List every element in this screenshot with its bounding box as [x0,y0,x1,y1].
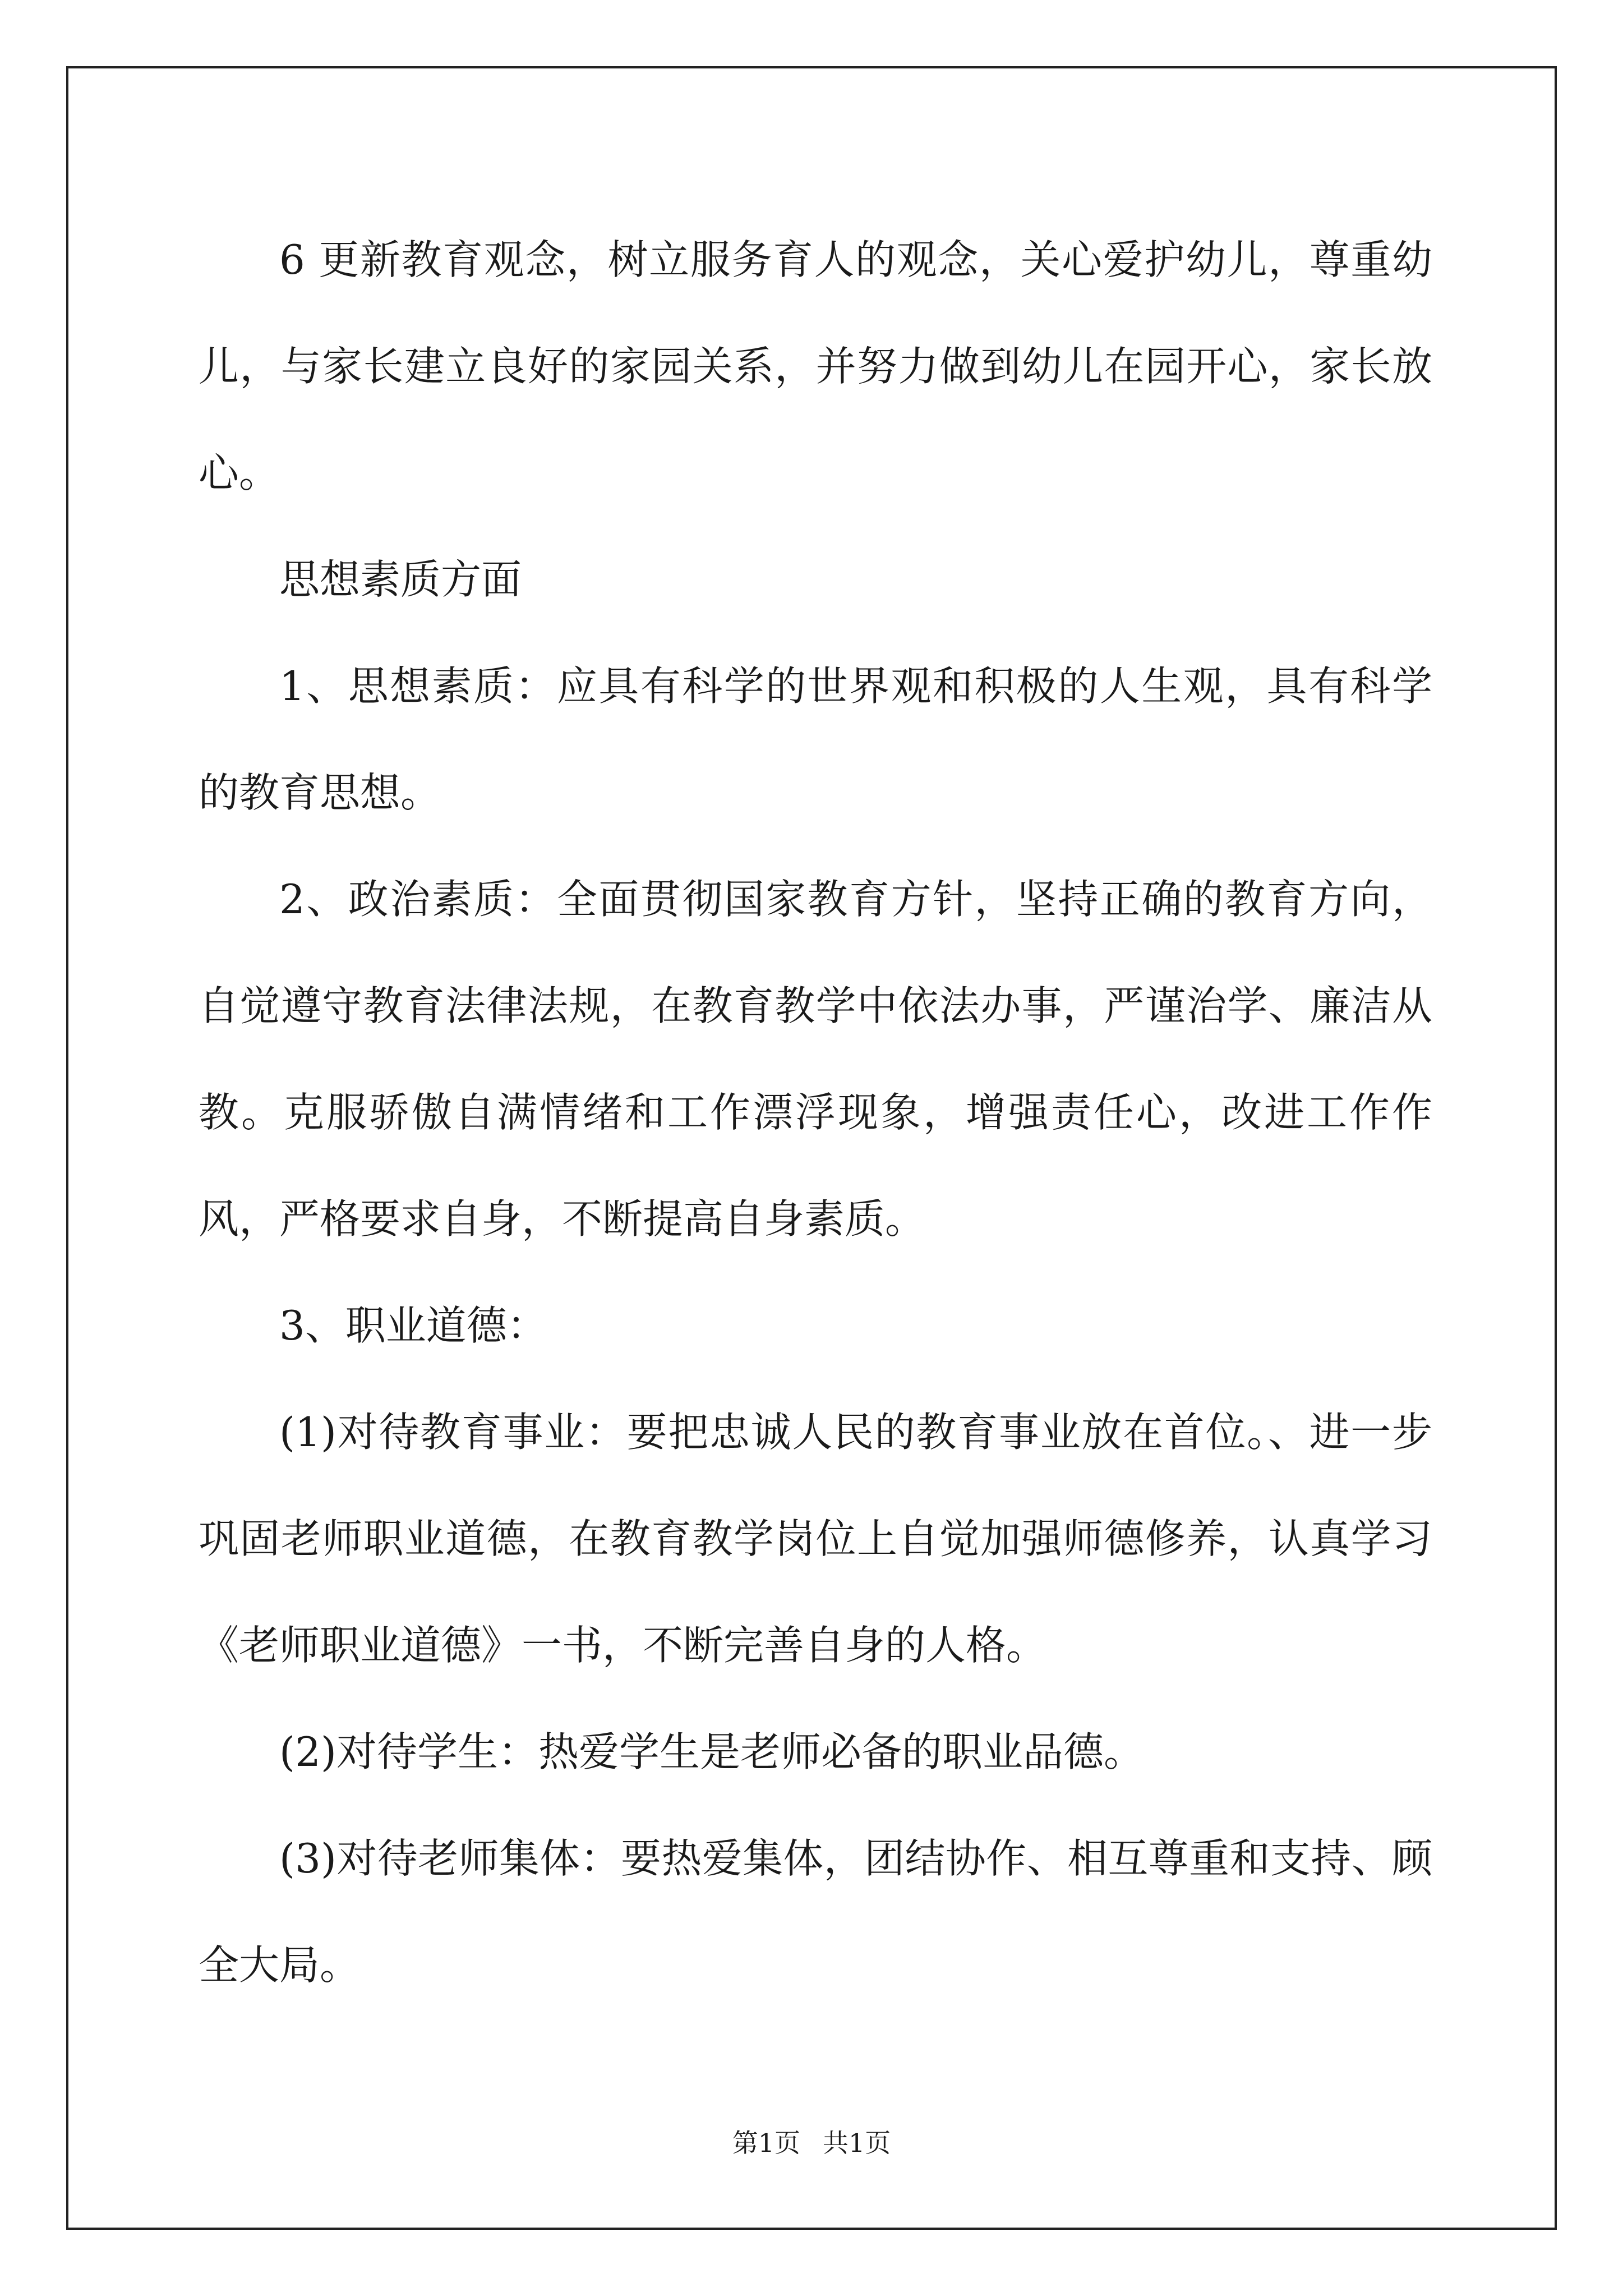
page-footer [0,2126,1623,2160]
document-body [199,206,1432,2018]
paragraph: (1)对待教育事业：要把忠诚人民的教育事业放在首位。、进一步巩固老师职业道德，在教育教学岗位上自觉加强师德修养，认真学习《老师职业道德》一书，不断完善自身的人格。 [199,1409,1432,1669]
paragraph: 3、职业道德： [279,1302,547,1349]
page-number: 第1页 [732,2128,800,2158]
page-total: 共1页 [823,2128,891,2158]
section-heading: 思想素质方面 [279,556,522,603]
paragraph: 1、思想素质：应具有科学的世界观和积极的人生观，具有科学的教育思想。 [199,662,1432,816]
paragraph: 2、政治素质：全面贯彻国家教育方针，坚持正确的教育方向，自觉遵守教育法律法规，在教育教学中依法办事，严谨治学、廉洁从教。克服骄傲自满情绪和工作漂浮现象，增强责任心，改进工作作风，严格要求自身，不断提高自身素质。 [199,876,1432,1243]
paragraph: 6 更新教育观念，树立服务育人的观念，关心爱护幼儿，尊重幼儿，与家长建立良好的家园关系，并努力做到幼儿在园开心，家长放心。 [199,236,1432,496]
paragraph: (3)对待老师集体：要热爱集体，团结协作、相互尊重和支持、顾全大局。 [199,1835,1432,1989]
paragraph: (2)对待学生：热爱学生是老师必备的职业品德。 [279,1728,1144,1775]
